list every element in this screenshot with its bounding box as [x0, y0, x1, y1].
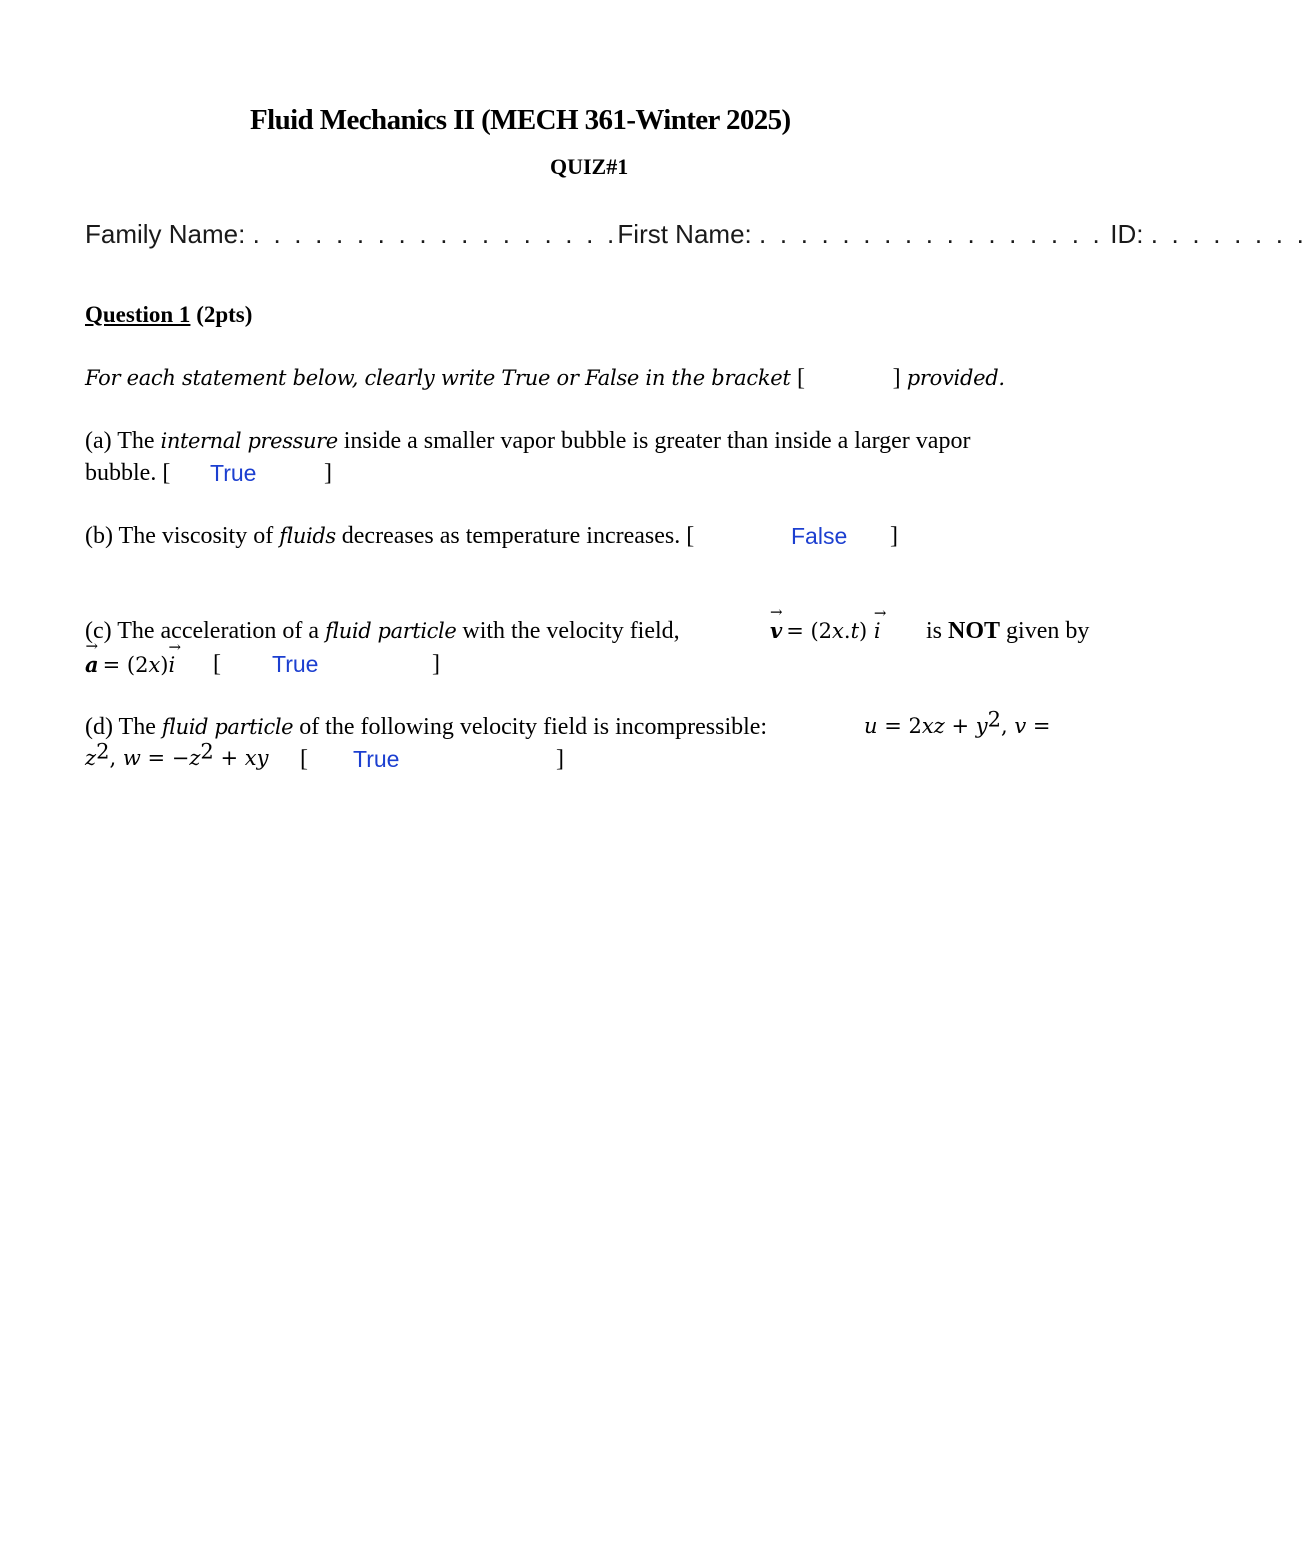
statement-c-not-post: given by: [1000, 618, 1090, 644]
statement-d-term: fluid particle: [161, 715, 294, 739]
statement-c-text: with the velocity field,: [456, 618, 680, 644]
first-name-label: First Name:: [617, 219, 752, 249]
instruction-bracket-close: ]: [892, 365, 901, 391]
statement-c-prefix: (c) The acceleration of a: [85, 618, 326, 644]
unit-vector-i: → i: [874, 619, 881, 643]
answer-a[interactable]: True: [210, 460, 257, 486]
bracket-close-a: ]: [324, 460, 332, 486]
statement-d-text: of the following velocity field is incompressible:: [293, 714, 768, 740]
velocity-v-w-equation: $z^2$, $w = -z^2$ + xy: [85, 739, 269, 770]
question-instruction: [85, 365, 1005, 392]
statement-a-prefix: (a) The: [85, 428, 161, 454]
acceleration-equation: → a = (2x)→ i: [85, 652, 175, 677]
statement-b: [85, 523, 694, 550]
question-label: Question 1: [85, 302, 191, 327]
statement-c-not-bold: NOT: [948, 618, 1001, 644]
velocity-vector-symbol: → v: [770, 618, 782, 643]
bracket-open-d: [: [300, 746, 308, 772]
first-name-field[interactable]: . . . . . . . . . . . . . . . . .: [759, 219, 1103, 249]
quiz-subtitle: QUIZ#1: [550, 154, 629, 179]
instruction-text-end: provided.: [906, 366, 1005, 390]
family-name-label: Family Name:: [85, 219, 246, 249]
statement-c-term: fluid particle: [325, 619, 457, 643]
bracket-close-d: ]: [556, 746, 564, 772]
statement-c-not-pre: is: [926, 618, 949, 644]
statement-b-prefix: (b) The viscosity of: [85, 523, 280, 549]
question-heading: [85, 302, 252, 328]
statement-c-not: [926, 618, 1089, 645]
question-points: (2pts): [196, 302, 253, 327]
statement-a-line2: bubble. [: [85, 460, 171, 486]
velocity-u-v-equation: $u = 2xz + y^2$, v =: [864, 707, 1051, 738]
name-fields-row: [85, 219, 1307, 250]
id-label: ID:: [1110, 219, 1144, 249]
unit-vector-i-2: → i: [168, 653, 175, 677]
family-name-field[interactable]: . . . . . . . . . . . . . . . . . .: [252, 219, 618, 249]
statement-b-term: fluids: [279, 524, 336, 548]
answer-d[interactable]: True: [353, 746, 400, 772]
statement-a: [85, 428, 970, 455]
statement-a-term: internal pressure: [160, 429, 338, 453]
bracket-open-c: [: [213, 651, 221, 677]
answer-c[interactable]: True: [272, 651, 319, 677]
statement-a-text: inside a smaller vapor bubble is greater than inside a larger vapor: [337, 428, 971, 454]
statement-d-prefix: (d) The: [85, 714, 162, 740]
statement-b-text: decreases as temperature increases. [: [335, 523, 695, 549]
instruction-text: For each statement below, clearly write True or False in the bracket: [85, 366, 791, 390]
id-field[interactable]: . . . . . . . .: [1150, 219, 1307, 249]
velocity-field-equation: → v = (2x.t) → i: [770, 618, 881, 643]
page-title: Fluid Mechanics II (MECH 361-Winter 2025): [250, 104, 791, 136]
statement-d: [85, 714, 767, 741]
bracket-close-b: ]: [890, 523, 898, 549]
answer-b[interactable]: False: [791, 523, 848, 549]
bracket-close-c: ]: [432, 651, 440, 677]
acceleration-vector-symbol: → a: [85, 652, 99, 677]
instruction-bracket-open: [: [796, 365, 805, 391]
